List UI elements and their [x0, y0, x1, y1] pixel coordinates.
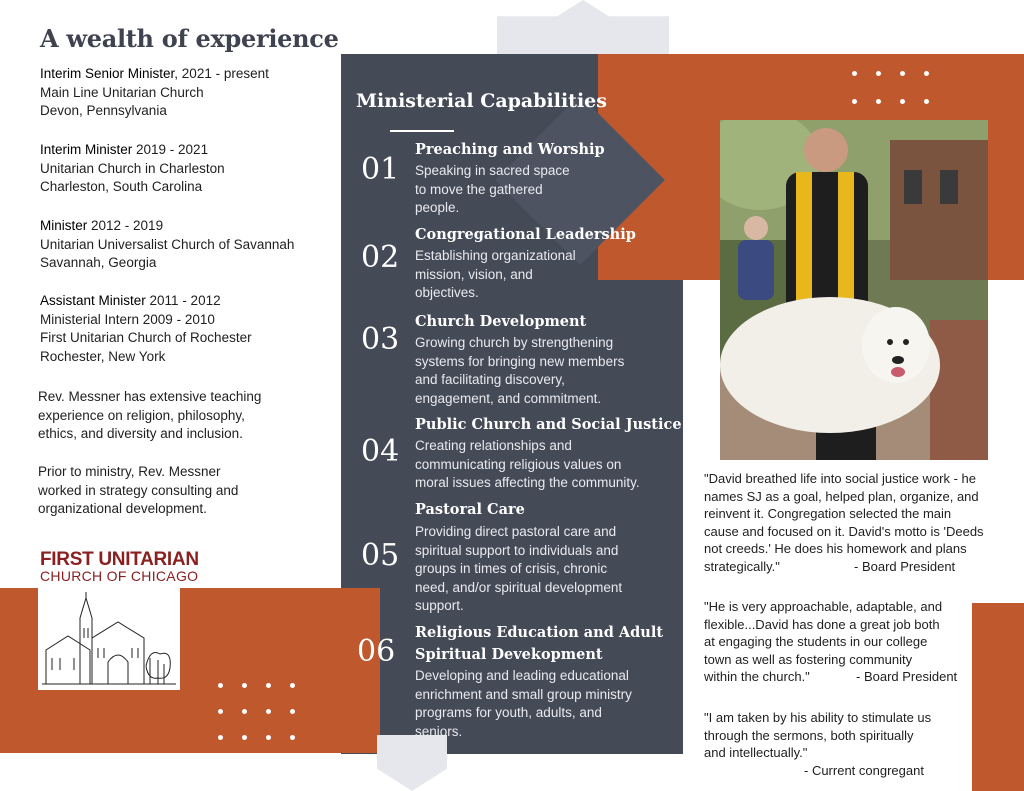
- attribution: - Board President: [854, 558, 956, 574]
- attribution: - Current congregant: [804, 762, 924, 778]
- capability-title-05: [415, 500, 525, 520]
- title-line: Pastoral Care: [415, 501, 525, 518]
- title-line: Public Church and Social Justice: [415, 416, 682, 433]
- text-line: within the church.": [704, 669, 810, 684]
- text-line: and intellectually.": [704, 745, 808, 760]
- experience-entry-2: [40, 141, 225, 197]
- text-line: spiritual support to individuals and: [415, 542, 619, 558]
- capability-number-01: 01: [361, 152, 400, 187]
- text-line: Establishing organizational: [415, 248, 576, 263]
- text-line: systems for bringing new members: [415, 353, 625, 369]
- title-line: Spiritual Devekopment: [415, 646, 603, 663]
- text-line: "I am taken by his ability to stimulate us: [704, 710, 932, 725]
- text-line: experience on religion, philosophy,: [38, 407, 245, 423]
- text-line: Creating relationships and: [415, 438, 572, 453]
- text-line: Developing and leading educational: [415, 668, 629, 683]
- text-line: Rev. Messner has extensive teaching: [38, 389, 262, 404]
- organization: First Unitarian Church of Rochester: [40, 330, 252, 345]
- capability-desc-06: [415, 667, 632, 741]
- capability-desc-04: [415, 437, 640, 493]
- teaching-paragraph: [38, 388, 308, 444]
- location: Rochester, New York: [40, 348, 166, 364]
- internship: Ministerial Intern 2009 - 2010: [40, 311, 215, 327]
- text-line: programs for youth, adults, and: [415, 705, 602, 720]
- role: Interim Minister: [40, 142, 133, 157]
- attribution: - Board President: [856, 669, 958, 684]
- title-line: Religious Education and Adult: [415, 624, 664, 641]
- organization: Unitarian Universalist Church of Savannah: [40, 236, 295, 252]
- text-line: at engaging the students in our college: [704, 634, 928, 649]
- text-line: reinvent it. Congregation selected the main: [704, 506, 952, 521]
- minister-with-dog-photo: [720, 120, 988, 460]
- text-line: need, and/or spiritual development: [415, 579, 623, 595]
- capability-desc-03: [415, 334, 624, 408]
- location: Savannah, Georgia: [40, 255, 157, 270]
- text-line: Prior to ministry, Rev. Messner: [38, 464, 221, 479]
- title-line: Congregational Leadership: [415, 226, 636, 243]
- text-line: people.: [415, 200, 460, 215]
- title-line: Church Development: [415, 313, 587, 330]
- text-line: flexible...David has done a great job both: [704, 616, 940, 632]
- bottom-left-dot-pattern: [218, 683, 298, 743]
- text-line: communicating religious values on: [415, 456, 622, 472]
- location: Charleston, South Carolina: [40, 179, 203, 194]
- prior-career-paragraph: [38, 463, 308, 519]
- text-line: town as well as fostering community: [704, 651, 913, 667]
- role: Interim Senior Minister: [40, 66, 175, 81]
- page-heading: A wealth of experience: [40, 24, 339, 53]
- text-line: ethics, and diversity and inclusion.: [38, 426, 243, 441]
- capability-number-04: 04: [361, 434, 400, 469]
- text-line: "David breathed life into social justice work - he: [704, 471, 976, 486]
- top-chevron-decoration: [497, 0, 669, 54]
- text-line: support.: [415, 598, 464, 613]
- text-line: cause and focused on it. David's motto is 'Deeds: [704, 523, 984, 539]
- experience-entry-3: [40, 217, 294, 273]
- bottom-chevron-decoration: [377, 735, 447, 791]
- experience-entry-1: [40, 65, 269, 121]
- top-right-dot-pattern: [852, 71, 932, 107]
- text-line: strategically.": [704, 558, 780, 574]
- dates: , 2021 - present: [174, 66, 269, 81]
- text-line: moral issues affecting the community.: [415, 475, 640, 490]
- capability-title-06: [415, 622, 663, 666]
- text-line: through the sermons, both spiritually: [704, 727, 914, 743]
- text-line: not creeds.' He does his homework and plans: [704, 541, 967, 556]
- text-line: groups in times of crisis, chronic: [415, 561, 608, 576]
- capability-number-05: 05: [361, 538, 400, 573]
- church-sketch-image: [38, 588, 180, 690]
- capability-number-06: 06: [357, 634, 396, 669]
- text-line: "He is very approachable, adaptable, and: [704, 599, 943, 614]
- capability-title-01: [415, 140, 605, 160]
- text-line: mission, vision, and: [415, 266, 533, 282]
- capability-desc-01: [415, 162, 570, 218]
- text-line: and facilitating discovery,: [415, 372, 565, 387]
- organization: Main Line Unitarian Church: [40, 84, 204, 100]
- organization: Unitarian Church in Charleston: [40, 160, 225, 176]
- location: Devon, Pennsylvania: [40, 103, 167, 118]
- capability-title-04: [415, 415, 682, 435]
- logo-line-1: FIRST UNITARIAN: [40, 549, 199, 570]
- dates: 2012 - 2019: [87, 218, 164, 233]
- capability-number-03: 03: [361, 322, 400, 357]
- text-line: to move the gathered: [415, 181, 543, 197]
- text-line: engagement, and commitment.: [415, 390, 602, 406]
- testimonial-2: [704, 598, 1019, 686]
- role: Assistant Minister: [40, 293, 146, 308]
- testimonial-1: [704, 470, 1019, 575]
- capability-desc-02: [415, 247, 576, 303]
- text-line: seniors.: [415, 723, 463, 739]
- logo-line-2: CHURCH OF CHICAGO: [40, 568, 199, 584]
- testimonial-3: [704, 709, 1019, 779]
- capability-title-02: [415, 225, 636, 245]
- experience-entry-4: [40, 292, 252, 366]
- title-line: Preaching and Worship: [415, 141, 605, 158]
- text-line: Growing church by strengthening: [415, 335, 614, 350]
- role: Minister: [40, 218, 88, 233]
- dates: 2011 - 2012: [145, 293, 221, 308]
- text-line: Providing direct pastoral care and: [415, 524, 617, 539]
- capability-number-02: 02: [361, 240, 400, 275]
- dates: 2019 - 2021: [132, 142, 209, 157]
- title-divider: [390, 130, 454, 132]
- text-line: names SJ as a goal, helped plan, organize, and: [704, 488, 979, 504]
- text-line: organizational development.: [38, 501, 207, 516]
- text-line: objectives.: [415, 285, 479, 300]
- capability-desc-05: [415, 523, 622, 616]
- capability-title-03: [415, 312, 586, 332]
- text-line: Speaking in sacred space: [415, 163, 570, 178]
- text-line: enrichment and small group ministry: [415, 686, 632, 702]
- text-line: worked in strategy consulting and: [38, 482, 239, 498]
- capabilities-title: Ministerial Capabilities: [356, 90, 607, 112]
